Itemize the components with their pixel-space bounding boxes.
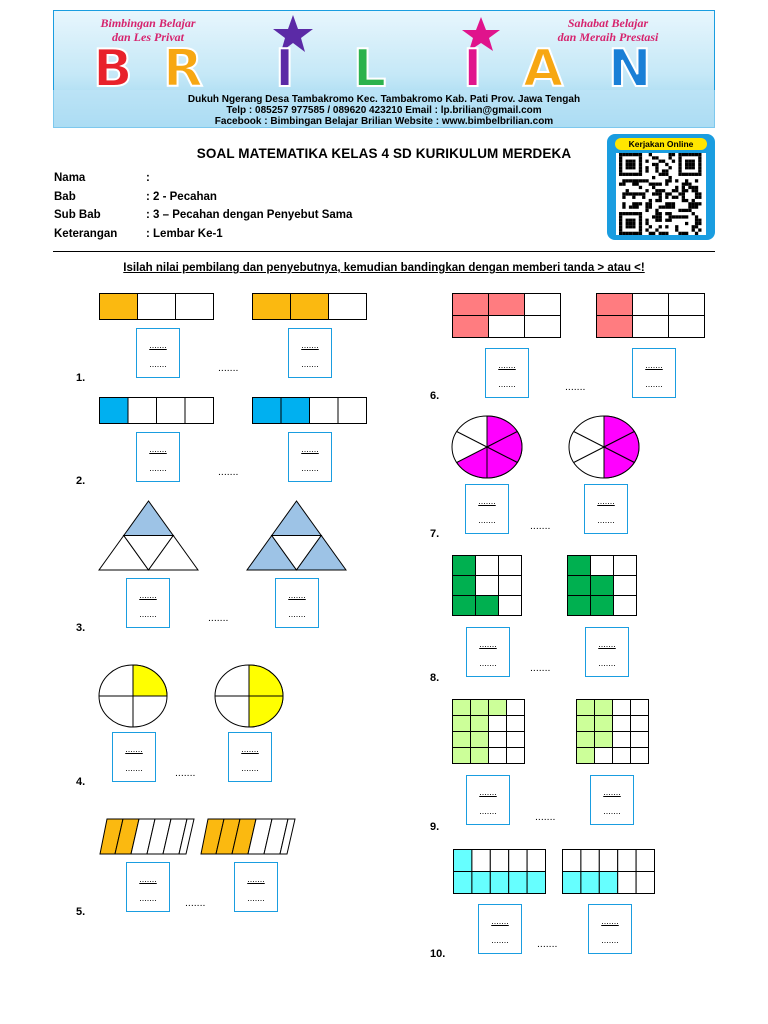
grid-cell: [471, 716, 489, 732]
comparison-blank[interactable]: .......: [218, 466, 239, 478]
info-label: Sub Bab: [54, 209, 101, 221]
banner-tagline-right-2: dan Meraih Prestasi: [557, 30, 659, 44]
fraction-answer-box[interactable]: [288, 328, 332, 378]
fraction-bar-figure: [99, 397, 215, 425]
numerator-blank[interactable]: .......: [139, 874, 157, 884]
triangle-figure: [246, 500, 348, 572]
student-info: [54, 172, 352, 246]
fraction-bar-figure: [252, 397, 368, 425]
numerator-blank[interactable]: .......: [491, 916, 509, 926]
question-number: 8.: [430, 672, 440, 684]
grid-cell: [599, 872, 617, 894]
numerator-blank[interactable]: .......: [478, 496, 496, 506]
denominator-blank[interactable]: .......: [149, 463, 167, 473]
numerator-blank[interactable]: .......: [479, 787, 497, 797]
grid-cell: [581, 850, 599, 872]
grid-figure: [452, 699, 526, 765]
grid-cell: [599, 850, 617, 872]
info-value: : Lembar Ke-1: [146, 227, 223, 240]
grid-cell: [453, 700, 471, 716]
grid-figure: [562, 849, 656, 895]
grid-cell: [577, 700, 595, 716]
info-row-subbab: [54, 209, 352, 228]
comparison-blank[interactable]: .......: [208, 612, 229, 624]
online-qr-panel[interactable]: [607, 134, 715, 240]
fraction-answer-box[interactable]: [136, 432, 180, 482]
svg-text:A: A: [523, 39, 564, 99]
grid-cell: [595, 700, 613, 716]
question-number: 5.: [76, 906, 86, 918]
grid-cell: [471, 700, 489, 716]
question-number: 1.: [76, 372, 86, 384]
grid-cell: [577, 748, 595, 764]
svg-text:R: R: [163, 39, 204, 99]
grid-figure: [453, 849, 547, 895]
comparison-blank[interactable]: .......: [185, 897, 206, 909]
grid-cell: [453, 716, 471, 732]
numerator-blank[interactable]: .......: [301, 340, 319, 350]
grid-cell: [636, 850, 654, 872]
grid-cell: [631, 700, 649, 716]
question-number: 4.: [76, 776, 86, 788]
question-number: 7.: [430, 528, 440, 540]
fraction-answer-box[interactable]: [590, 775, 634, 825]
grid-cell: [631, 732, 649, 748]
worksheet-title: SOAL MATEMATIKA KELAS 4 SD KURIKULUM MERDEKA: [196, 146, 572, 161]
grid-cell: [509, 850, 527, 872]
denominator-blank[interactable]: .......: [479, 658, 497, 668]
denominator-blank[interactable]: .......: [125, 763, 143, 773]
banner-tagline-left-2: dan Les Privat: [112, 30, 184, 44]
info-label: Keterangan: [54, 227, 118, 240]
grid-cell: [507, 748, 525, 764]
fraction-answer-box[interactable]: [588, 904, 632, 954]
triangle-figure: [98, 500, 200, 572]
denominator-blank[interactable]: .......: [149, 359, 167, 369]
grid-cell: [631, 748, 649, 764]
fraction-answer-box[interactable]: [288, 432, 332, 482]
denominator-blank[interactable]: .......: [598, 658, 616, 668]
denominator-blank[interactable]: .......: [498, 379, 516, 389]
denominator-blank[interactable]: .......: [139, 609, 157, 619]
numerator-blank[interactable]: .......: [301, 444, 319, 454]
denominator-blank[interactable]: .......: [645, 379, 663, 389]
grid-cell: [613, 716, 631, 732]
numerator-blank[interactable]: .......: [479, 639, 497, 649]
question-number: 6.: [430, 390, 440, 402]
denominator-blank[interactable]: .......: [597, 515, 615, 525]
comparison-blank[interactable]: .......: [218, 362, 239, 374]
numerator-blank[interactable]: .......: [645, 360, 663, 370]
denominator-blank[interactable]: .......: [491, 935, 509, 945]
banner-address: Dukuh Ngerang Desa Tambakromo Kec. Tambakromo Kab. Pati Prov. Jawa Tengah: [187, 94, 581, 105]
numerator-blank[interactable]: .......: [603, 787, 621, 797]
grid-cell: [507, 732, 525, 748]
grid-cell: [507, 716, 525, 732]
numerator-blank[interactable]: .......: [139, 590, 157, 600]
banner-tagline-right: Sahabat Belajar: [567, 16, 649, 30]
fraction-bar-figure: [252, 293, 368, 321]
numerator-blank[interactable]: .......: [149, 444, 167, 454]
fraction-bar-figure: [99, 293, 215, 321]
divider: [53, 251, 715, 252]
fraction-answer-box[interactable]: [228, 732, 272, 782]
numerator-blank[interactable]: .......: [498, 360, 516, 370]
grid-cell: [613, 732, 631, 748]
question-number: 2.: [76, 475, 86, 487]
fraction-answer-box[interactable]: [585, 627, 629, 677]
fraction-answer-box[interactable]: [126, 578, 170, 628]
info-label: Bab: [54, 190, 76, 203]
grid-cell: [527, 872, 545, 894]
fraction-answer-box[interactable]: [478, 904, 522, 954]
instruction-text: Isilah nilai pembilang dan penyebutnya, kemudian bandingkan dengan memberi tanda > atau <!: [123, 262, 645, 274]
grid-cell: [489, 732, 507, 748]
fraction-answer-box[interactable]: [632, 348, 676, 398]
numerator-blank[interactable]: .......: [241, 744, 259, 754]
numerator-blank[interactable]: .......: [288, 590, 306, 600]
grid-figure: [452, 293, 562, 339]
header-banner: [53, 10, 715, 128]
info-value: : 3 – Pecahan dengan Penyebut Sama: [146, 209, 353, 221]
grid-cell: [489, 748, 507, 764]
grid-cell: [509, 872, 527, 894]
grid-cell: [636, 872, 654, 894]
comparison-blank[interactable]: .......: [175, 767, 196, 779]
fraction-answer-box[interactable]: [112, 732, 156, 782]
grid-cell: [453, 748, 471, 764]
grid-cell: [577, 732, 595, 748]
grid-figure: [596, 293, 706, 339]
info-value: : 2 - Pecahan: [146, 190, 217, 203]
grid-cell: [581, 872, 599, 894]
comparison-blank[interactable]: .......: [530, 662, 551, 674]
question-number: 9.: [430, 821, 440, 833]
denominator-blank[interactable]: .......: [603, 806, 621, 816]
banner-tagline-left: Bimbingan Belajar: [100, 16, 196, 30]
grid-cell: [490, 850, 508, 872]
numerator-blank[interactable]: .......: [247, 874, 265, 884]
denominator-blank[interactable]: .......: [241, 763, 259, 773]
banner-social: Facebook : Bimbingan Belajar Brilian Website : www.bimbelbrilian.com: [214, 116, 554, 127]
denominator-blank[interactable]: .......: [478, 515, 496, 525]
grid-cell: [618, 872, 636, 894]
denominator-blank[interactable]: .......: [139, 893, 157, 903]
qr-code-icon[interactable]: [616, 153, 706, 235]
denominator-blank[interactable]: .......: [301, 359, 319, 369]
grid-cell: [618, 850, 636, 872]
comparison-blank[interactable]: .......: [530, 520, 551, 532]
info-row-keterangan: [54, 228, 352, 247]
grid-cell: [631, 716, 649, 732]
fraction-answer-box[interactable]: [136, 328, 180, 378]
grid-cell: [595, 748, 613, 764]
svg-text:L: L: [353, 39, 387, 99]
denominator-blank[interactable]: .......: [601, 935, 619, 945]
grid-cell: [472, 850, 490, 872]
grid-figure: [576, 699, 650, 765]
comparison-blank[interactable]: .......: [565, 381, 586, 393]
grid-cell: [490, 872, 508, 894]
grid-cell: [471, 732, 489, 748]
info-value: :: [146, 172, 150, 184]
grid-cell: [472, 872, 490, 894]
fraction-answer-box[interactable]: [275, 578, 319, 628]
grid-figure: [567, 555, 639, 617]
grid-cell: [613, 700, 631, 716]
svg-text:B: B: [93, 39, 133, 99]
svg-text:N: N: [608, 39, 652, 99]
grid-cell: [471, 748, 489, 764]
numerator-blank[interactable]: .......: [598, 639, 616, 649]
grid-cell: [527, 850, 545, 872]
svg-text:I: I: [463, 39, 483, 99]
denominator-blank[interactable]: .......: [288, 609, 306, 619]
fraction-answer-box[interactable]: [465, 484, 509, 534]
fraction-answer-box[interactable]: [466, 775, 510, 825]
pie-figure: [568, 415, 640, 479]
denominator-blank[interactable]: .......: [247, 893, 265, 903]
grid-cell: [563, 850, 581, 872]
comparison-blank[interactable]: .......: [535, 811, 556, 823]
info-row-bab: [54, 191, 352, 210]
parallelogram-figure: [99, 818, 195, 856]
info-row-nama: [54, 172, 352, 191]
parallelogram-figure: [200, 818, 296, 856]
circle-figure: [214, 664, 284, 728]
grid-cell: [595, 716, 613, 732]
fraction-answer-box[interactable]: [234, 862, 278, 912]
svg-text:I: I: [275, 39, 295, 99]
grid-cell: [489, 700, 507, 716]
denominator-blank[interactable]: .......: [479, 806, 497, 816]
denominator-blank[interactable]: .......: [301, 463, 319, 473]
grid-cell: [454, 872, 472, 894]
fraction-answer-box[interactable]: [584, 484, 628, 534]
banner-contact: Telp : 085257 977585 / 089620 423210 Email : lp.brilian@gmail.com: [226, 105, 542, 116]
numerator-blank[interactable]: .......: [149, 340, 167, 350]
comparison-blank[interactable]: .......: [537, 938, 558, 950]
info-label: Nama: [54, 172, 86, 184]
grid-cell: [595, 732, 613, 748]
numerator-blank[interactable]: .......: [125, 744, 143, 754]
numerator-blank[interactable]: .......: [601, 916, 619, 926]
grid-figure: [452, 555, 524, 617]
fraction-answer-box[interactable]: [126, 862, 170, 912]
question-number: 3.: [76, 622, 86, 634]
grid-cell: [453, 732, 471, 748]
grid-cell: [489, 716, 507, 732]
pie-figure: [451, 415, 523, 479]
grid-cell: [577, 716, 595, 732]
circle-figure: [98, 664, 168, 728]
grid-cell: [507, 700, 525, 716]
grid-cell: [563, 872, 581, 894]
numerator-blank[interactable]: .......: [597, 496, 615, 506]
grid-cell: [454, 850, 472, 872]
fraction-answer-box[interactable]: [485, 348, 529, 398]
fraction-answer-box[interactable]: [466, 627, 510, 677]
qr-label: Kerjakan Online: [615, 138, 707, 150]
grid-cell: [613, 748, 631, 764]
question-number: 10.: [430, 948, 446, 960]
